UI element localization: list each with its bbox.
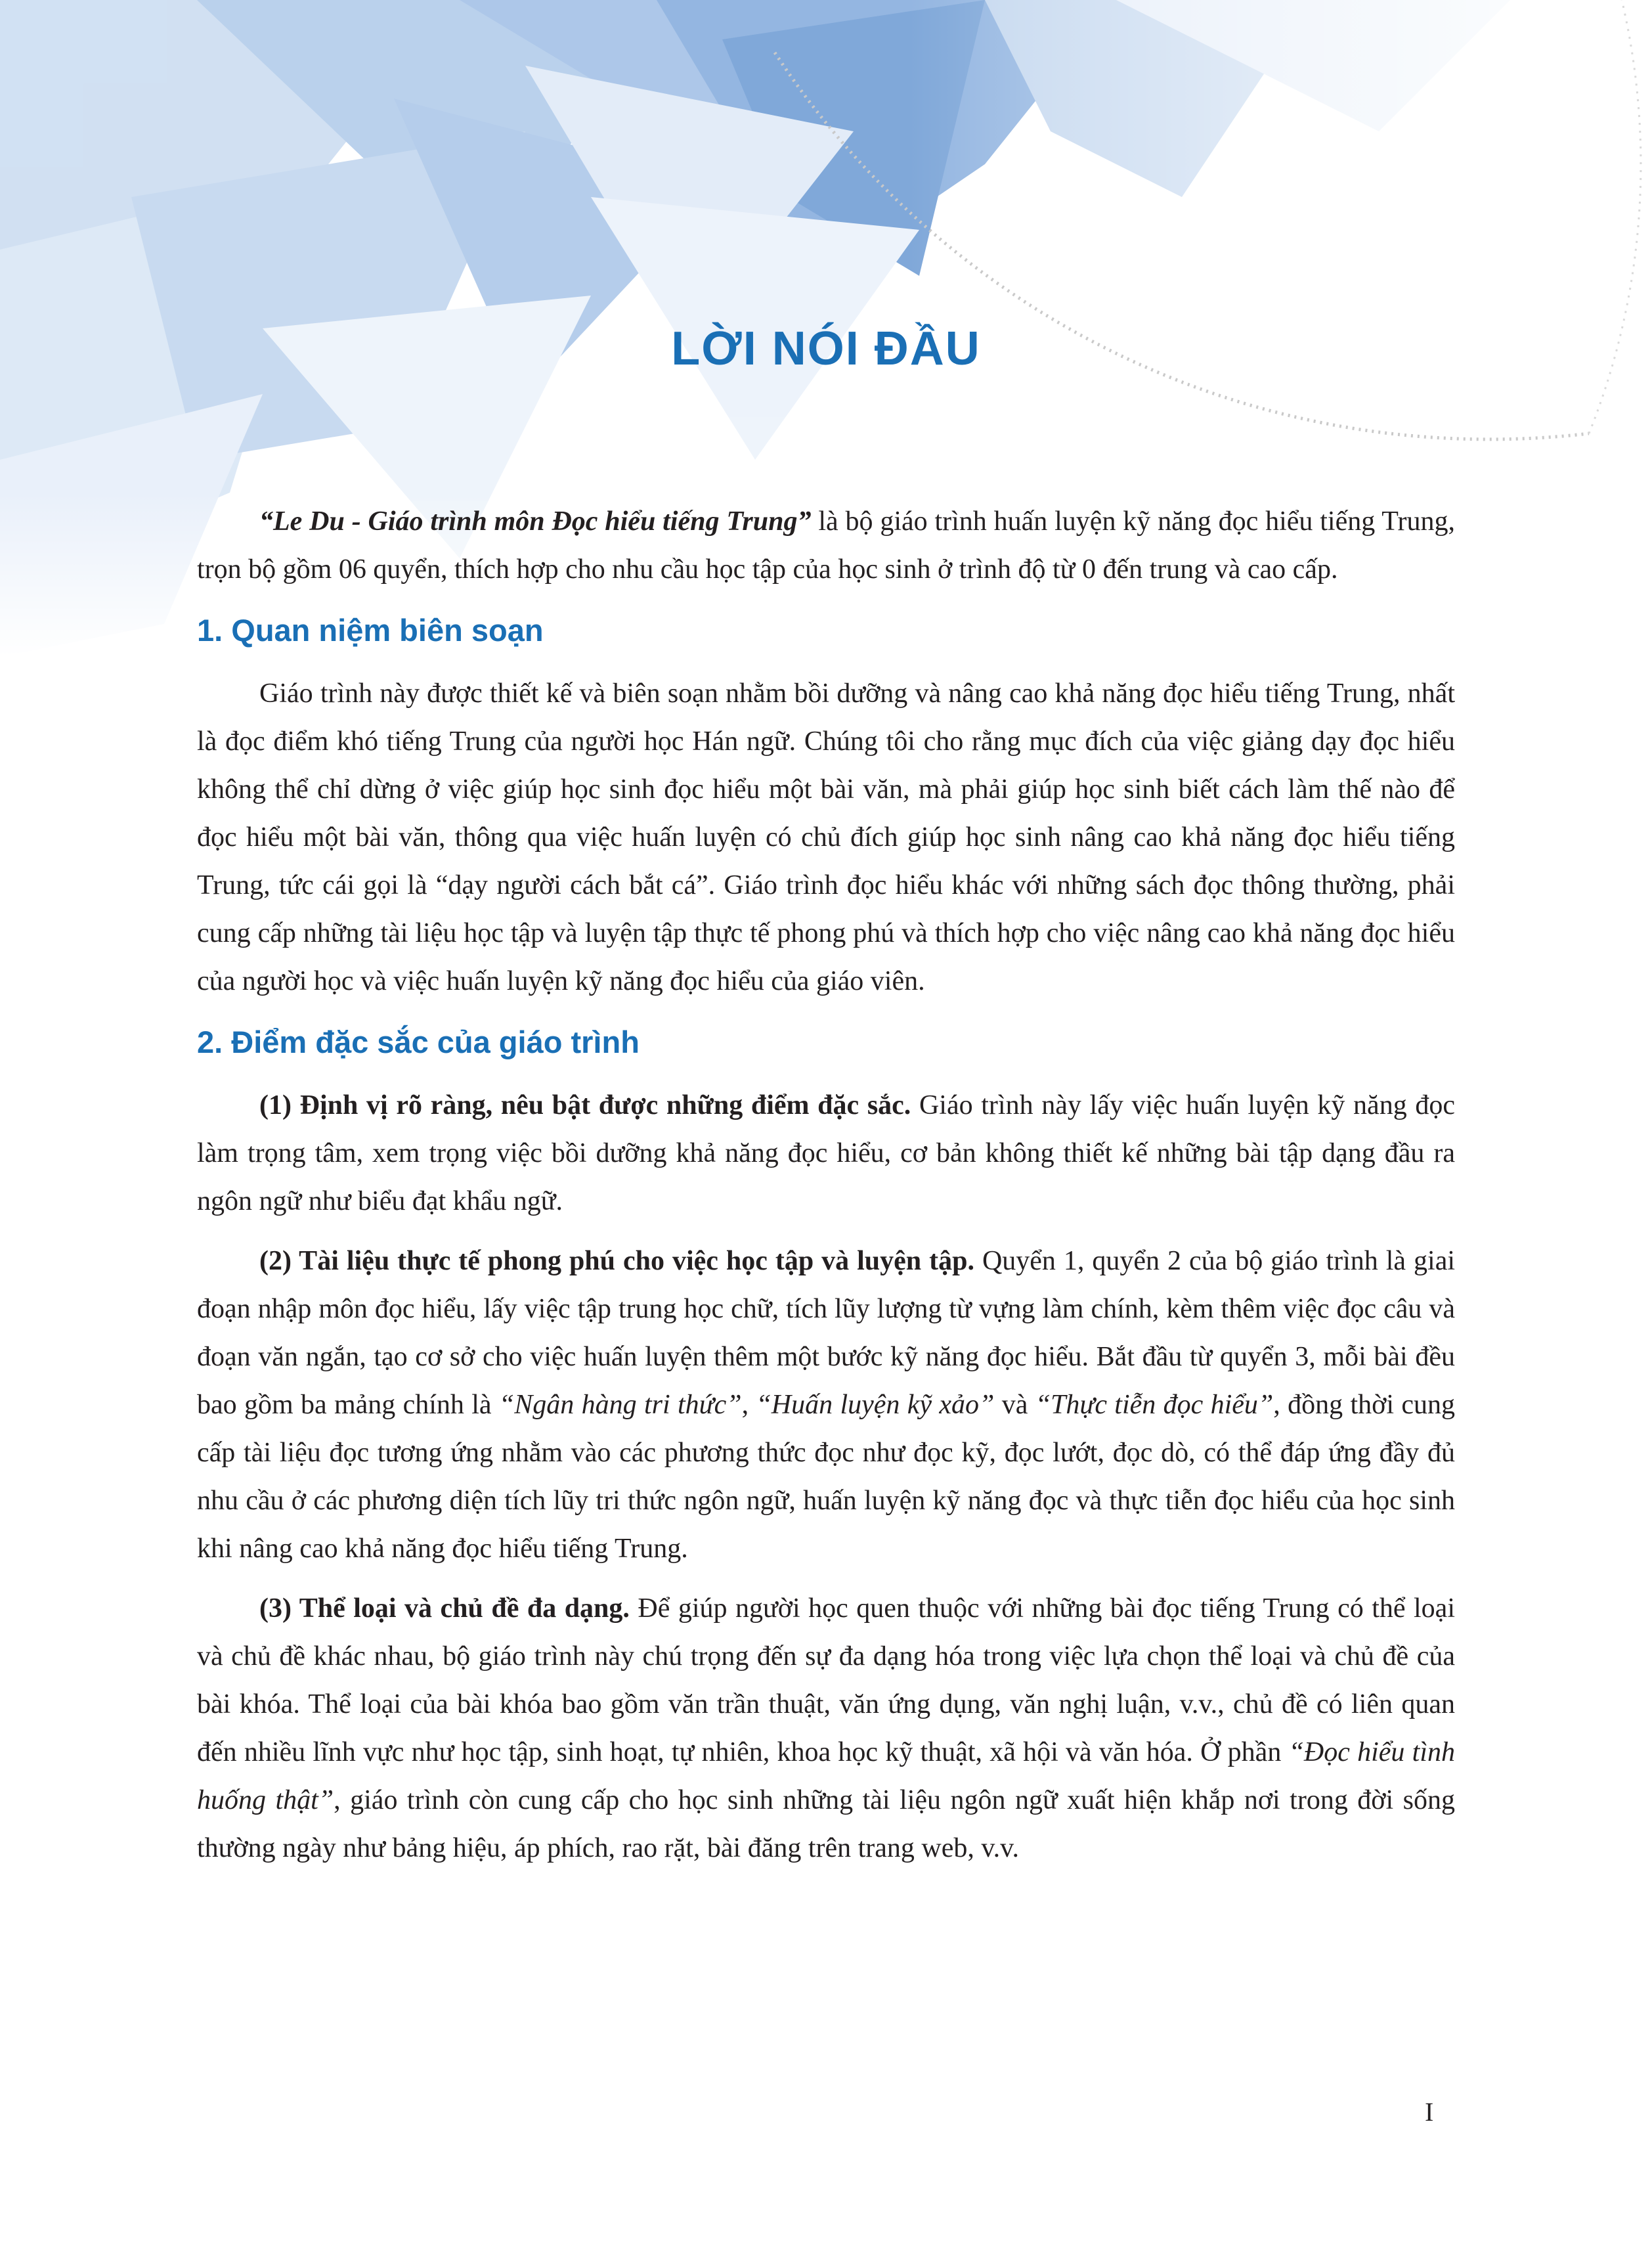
feature-item-3 — [197, 1585, 1455, 1872]
feature-item-3-text-b: , giáo trình còn cung cấp cho học sinh những tài liệu ngôn ngữ xuất hiện khắp nơi trong đời sống thường ngày như bảng hiệu, áp phích, rao rặt, bài đăng trên trang web, v.v. — [197, 1785, 1455, 1863]
section-1-paragraph: Giáo trình này được thiết kế và biên soạn nhằm bồi dưỡng và nâng cao khả năng đọc hiểu tiếng Trung, nhất là đọc điểm khó tiếng Trung của người học Hán ngữ. Chúng tôi cho rằng mục đích của việc giảng dạy đọc hiểu không thể chỉ dừng ở việc giúp học sinh đọc hiểu một bài văn, mà phải giúp học sinh biết cách làm thế nào để đọc hiểu một bài văn, thông qua việc huấn luyện có chủ đích giúp học sinh nâng cao khả năng đọc hiểu tiếng Trung, tức cái gọi là “dạy người cách bắt cá”. Giáo trình đọc hiểu khác với những sách đọc thông thường, phải cung cấp những tài liệu học tập và luyện tập thực tế phong phú và thích hợp cho việc nâng cao khả năng đọc hiểu của người học và việc huấn luyện kỹ năng đọc hiểu của giáo viên. — [197, 678, 1455, 996]
feature-item-3-lead: (3) Thể loại và chủ đề đa dạng. — [259, 1593, 630, 1624]
feature-item-2-term-2: “Huấn luyện kỹ xảo” — [756, 1390, 995, 1420]
feature-item-3-term-1: “Đọc hiểu tình huống thật” — [197, 1737, 1456, 1815]
feature-item-2 — [197, 1237, 1455, 1573]
feature-item-2-text-d: , đồng thời cung cấp tài liệu đọc tương ứng nhằm vào các phương thức đọc như đọc kỹ, đọc lướt, đọc dò, có thể đáp ứng đầy đủ nhu cầu ở các phương diện tích lũy tri thức ngôn ngữ, huấn luyện kỹ năng đọc và thực tiễn đọc hiểu của học sinh khi nâng cao khả năng đọc hiểu tiếng Trung. — [197, 1390, 1455, 1564]
feature-item-2-text-a: Quyển 1, quyển 2 của bộ giáo trình là giai đoạn nhập môn đọc hiểu, lấy việc tập trung học chữ, tích lũy lượng từ vựng làm chính, kèm thêm việc đọc câu và đoạn văn ngắn, tạo cơ sở cho việc huấn luyện thêm một bước kỹ năng đọc hiểu. Bắt đầu từ quyển 3, mỗi bài đều bao gồm ba mảng chính là — [197, 1246, 1456, 1420]
page-title: LỜI NÓI ĐẦU — [671, 322, 981, 375]
book-title: “Le Du - Giáo trình môn Đọc hiểu tiếng Trung” — [259, 506, 812, 537]
feature-item-2-text-c: và — [994, 1390, 1035, 1420]
feature-item-1-text: Giáo trình này lấy việc huấn luyện kỹ năng đọc làm trọng tâm, xem trọng việc bồi dưỡng khả năng đọc hiểu, cơ bản không thiết kế những bài tập dạng đầu ra ngôn ngữ như biểu đạt khẩu ngữ. — [197, 1090, 1455, 1216]
intro-paragraph — [197, 498, 1455, 594]
feature-item-1-lead: (1) Định vị rõ ràng, nêu bật được những điểm đặc sắc. — [259, 1090, 911, 1120]
body-text — [197, 498, 1455, 1884]
page-number: I — [1425, 2097, 1434, 2127]
intro-text: là bộ giáo trình huấn luyện kỹ năng đọc hiểu tiếng Trung, trọn bộ gồm 06 quyển, thích hợp cho nhu cầu học tập của học sinh ở trình độ từ 0 đến trung và cao cấp. — [197, 506, 1455, 585]
feature-item-3-text-a: Để giúp người học quen thuộc với những bài đọc tiếng Trung có thể loại và chủ đề khác nhau, bộ giáo trình này chú trọng đến sự đa dạng hóa trong việc lựa chọn thể loại và chủ đề của bài khóa. Thể loại của bài khóa bao gồm văn trần thuật, văn ứng dụng, văn nghị luận, v.v., chủ đề có liên quan đến nhiều lĩnh vực như học tập, sinh hoạt, tự nhiên, khoa học kỹ thuật, xã hội và văn hóa. Ở phần — [197, 1593, 1455, 1767]
feature-item-2-term-1: “Ngân hàng tri thức” — [498, 1390, 742, 1420]
section-1-heading: 1. Quan niệm biên soạn — [197, 613, 544, 648]
section-2-heading: 2. Điểm đặc sắc của giáo trình — [197, 1025, 640, 1059]
feature-item-2-term-3: “Thực tiễn đọc hiểu” — [1035, 1390, 1274, 1420]
feature-item-1 — [197, 1082, 1455, 1226]
feature-item-2-text-b: , — [741, 1390, 756, 1420]
feature-item-2-lead: (2) Tài liệu thực tế phong phú cho việc học tập và luyện tập. — [259, 1246, 974, 1276]
